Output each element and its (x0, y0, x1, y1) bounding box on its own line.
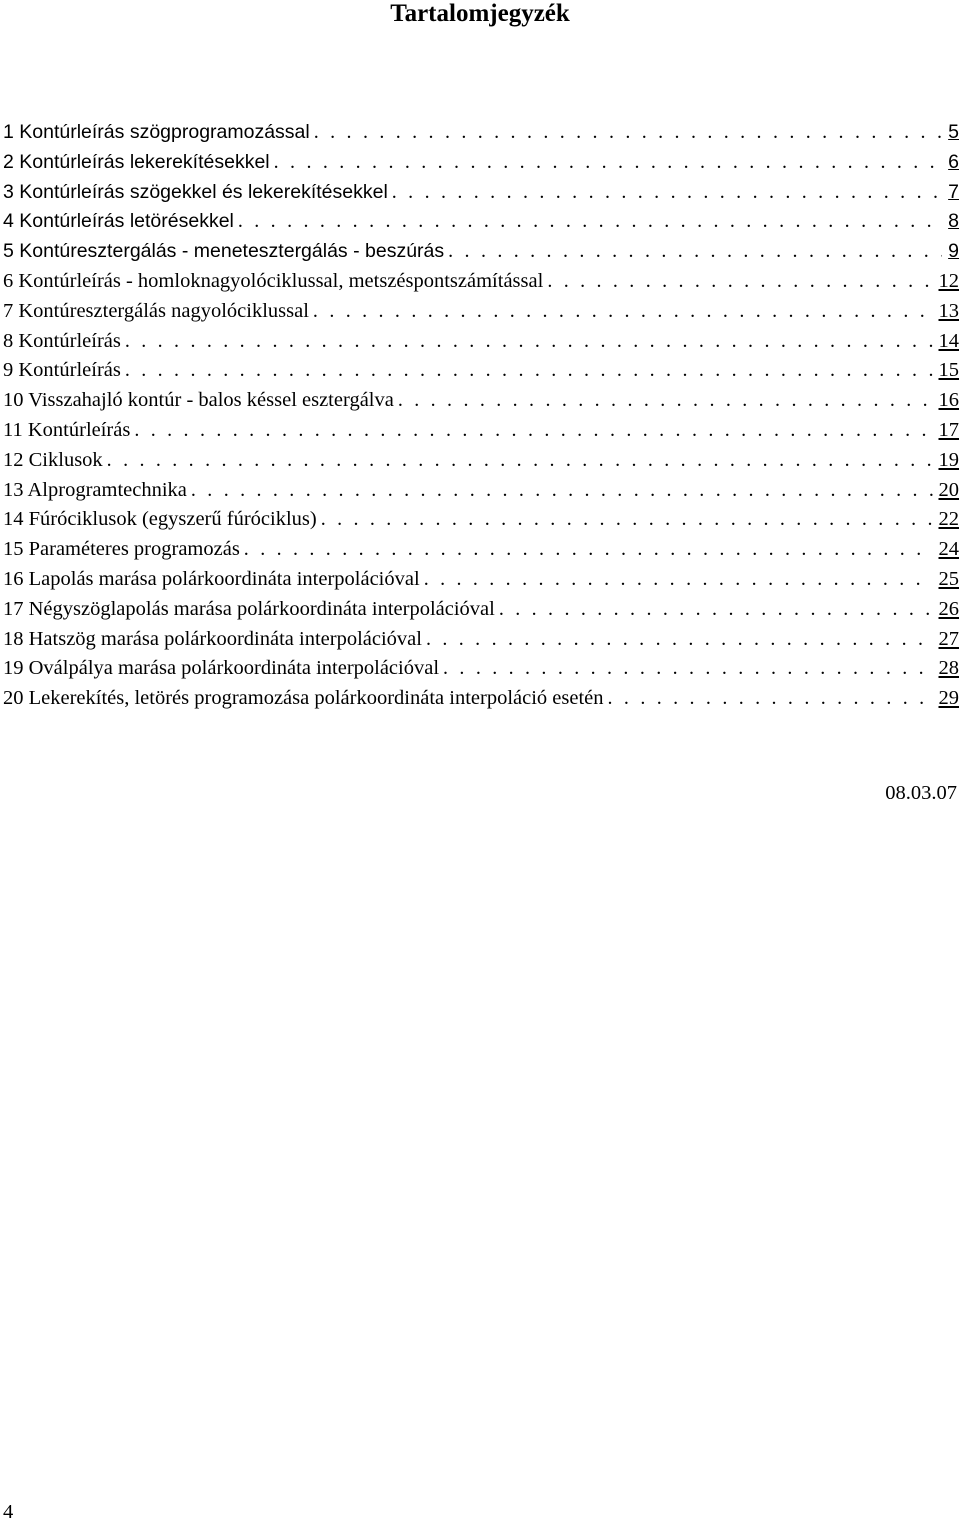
toc-entry[interactable] (3, 416, 959, 446)
toc-entry[interactable] (3, 356, 959, 386)
toc-entry-title: 7 Kontúresztergálás nagyolóciklussal (3, 299, 309, 322)
toc-entry[interactable] (3, 297, 959, 327)
toc-entry[interactable] (3, 654, 959, 684)
toc-entry[interactable] (3, 386, 959, 416)
toc-page-link[interactable]: 7 (948, 180, 959, 203)
toc-entry[interactable] (3, 327, 959, 357)
toc-entry-title: 1 Kontúrleírás szögprogramozással (3, 121, 310, 143)
toc-page-link[interactable]: 22 (938, 508, 959, 531)
toc-entry[interactable] (3, 476, 959, 506)
table-of-contents (3, 118, 959, 714)
toc-entry[interactable] (3, 625, 959, 655)
toc-page-link[interactable]: 25 (938, 567, 959, 590)
toc-entry-title: 2 Kontúrleírás lekerekítésekkel (3, 150, 270, 173)
dot-leader (313, 300, 933, 323)
dot-leader (134, 419, 932, 442)
toc-entry[interactable] (3, 684, 959, 714)
dot-leader (608, 687, 933, 710)
dot-leader (314, 121, 942, 144)
toc-page-link[interactable]: 27 (938, 627, 959, 650)
toc-page-link[interactable]: 14 (938, 329, 959, 352)
dot-leader (499, 598, 933, 621)
dot-leader (191, 479, 933, 502)
toc-page-link[interactable]: 19 (938, 448, 959, 471)
toc-entry-title: 12 Ciklusok (3, 448, 103, 471)
toc-page-link[interactable]: 17 (938, 418, 959, 441)
toc-entry-title: 5 Kontúresztergálás - menetesztergálás - beszúrás (3, 240, 445, 263)
toc-page-link[interactable]: 6 (948, 150, 959, 173)
toc-entry[interactable] (3, 267, 959, 297)
toc-entry-title: 6 Kontúrleírás - homloknagyolóciklussal, metszéspontszámítással (3, 269, 544, 292)
dot-leader (125, 359, 933, 382)
dot-leader (424, 568, 933, 591)
toc-entry-title: 8 Kontúrleírás (3, 329, 121, 352)
toc-entry-title: 19 Oválpálya marása polárkoordináta interpolációval (3, 657, 440, 680)
toc-page-link[interactable]: 16 (938, 389, 959, 412)
dot-leader (238, 210, 942, 233)
toc-entry[interactable] (3, 148, 959, 178)
dot-leader (321, 508, 933, 531)
toc-page-link[interactable]: 12 (938, 269, 959, 292)
toc-entry-title: 16 Lapolás marása polárkoordináta interpolációval (3, 567, 420, 590)
toc-entry-title: 17 Négyszöglapolás marása polárkoordináta interpolációval (3, 597, 495, 620)
toc-entry-title: 10 Visszahajló kontúr - balos késsel esztergálva (3, 389, 394, 412)
toc-entry[interactable] (3, 535, 959, 565)
toc-page-link[interactable]: 8 (948, 210, 959, 233)
dot-leader (244, 538, 933, 561)
toc-entry-title: 11 Kontúrleírás (3, 418, 131, 441)
toc-entry-title: 18 Hatszög marása polárkoordináta interpolációval (3, 627, 422, 650)
dot-leader (398, 389, 933, 412)
dot-leader (392, 181, 942, 204)
dot-leader (274, 151, 943, 174)
toc-page-link[interactable]: 24 (938, 538, 959, 561)
dot-leader (107, 449, 933, 472)
toc-entry[interactable] (3, 237, 959, 267)
dot-leader (448, 240, 942, 263)
toc-entry[interactable] (3, 207, 959, 237)
toc-entry-title: 20 Lekerekítés, letörés programozása polárkoordináta interpoláció esetén (3, 687, 604, 710)
toc-entry-title: 3 Kontúrleírás szögekkel és lekerekítésekkel (3, 180, 388, 203)
toc-entry[interactable] (3, 446, 959, 476)
toc-page-link[interactable]: 26 (938, 597, 959, 620)
toc-entry-title: 9 Kontúrleírás (3, 359, 121, 382)
toc-page-link[interactable]: 28 (938, 657, 959, 680)
toc-entry[interactable] (3, 178, 959, 208)
toc-page-link[interactable]: 20 (938, 478, 959, 501)
page-number: 4 (3, 1501, 14, 1523)
dot-leader (426, 628, 933, 651)
toc-page-link[interactable]: 5 (948, 121, 959, 143)
toc-entry-title: 4 Kontúrleírás letörésekkel (3, 210, 234, 233)
page-title: Tartalomjegyzék (390, 0, 570, 27)
toc-entry-title: 15 Paraméteres programozás (3, 538, 240, 561)
dot-leader (125, 330, 933, 353)
toc-entry[interactable] (3, 505, 959, 535)
document-date: 08.03.07 (885, 782, 957, 804)
toc-entry[interactable] (3, 565, 959, 595)
toc-page-link[interactable]: 29 (938, 687, 959, 710)
toc-page-link[interactable]: 13 (938, 299, 959, 322)
toc-entry[interactable] (3, 118, 959, 148)
toc-page-link[interactable]: 15 (938, 359, 959, 382)
toc-page-link[interactable]: 9 (948, 240, 959, 263)
dot-leader (547, 270, 932, 293)
toc-entry-title: 14 Fúróciklusok (egyszerű fúróciklus) (3, 508, 317, 531)
toc-entry-title: 13 Alprogramtechnika (3, 478, 187, 501)
dot-leader (443, 657, 932, 680)
toc-entry[interactable] (3, 595, 959, 625)
